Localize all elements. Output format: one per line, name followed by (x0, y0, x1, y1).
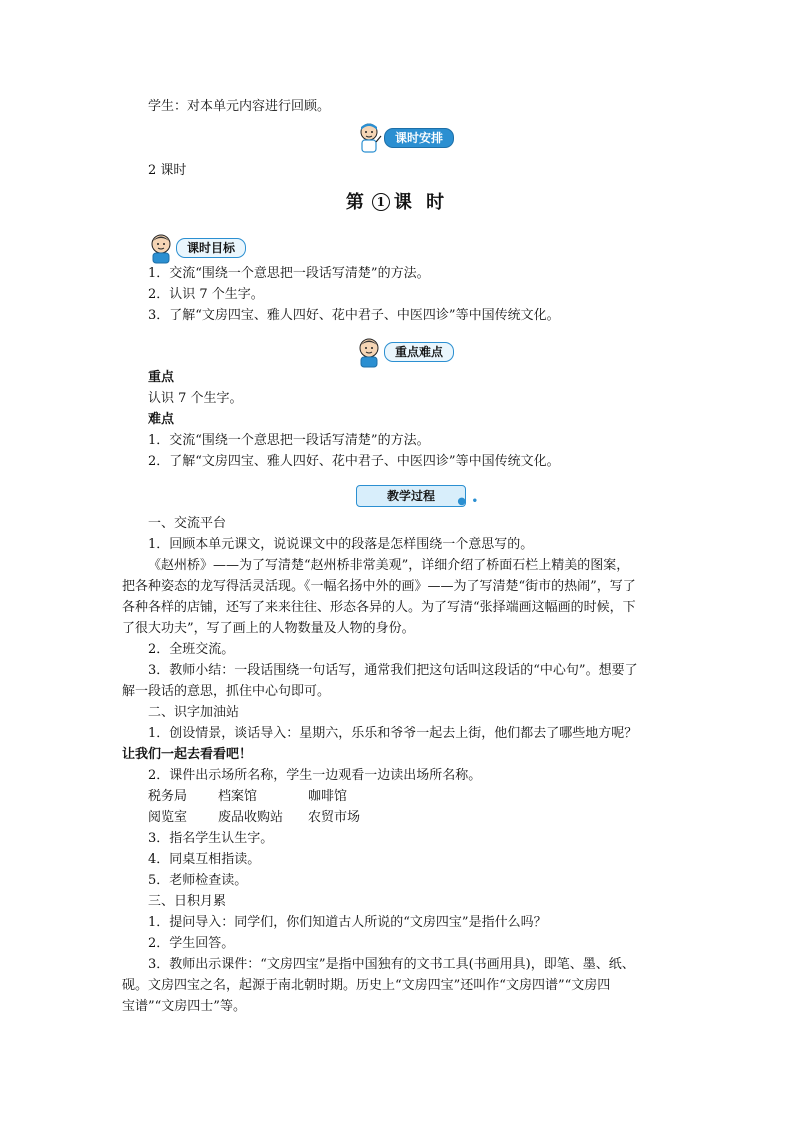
section-title: 二、识字加油站 (148, 705, 240, 720)
place-name: 农贸市场 (308, 810, 361, 825)
key-heading: 重点 (148, 370, 175, 385)
difficulty-item: 1．交流“围绕一个意思把一段话写清楚”的方法。 (148, 433, 430, 448)
paragraph: 3．教师小结：一段话围绕一句话写，通常我们把这句话叫这段话的“中心句”。想要了 (148, 663, 638, 678)
paragraph: 把各种姿态的龙写得活灵活现。《一幅名扬中外的画》——为了写清楚“街市的热闹”，写了 (122, 579, 636, 594)
paragraph: 砚。文房四宝之名，起源于南北朝时期。历史上“文房四宝”还叫作“文房四谱”“文房四 (122, 978, 611, 993)
place-name: 咖啡馆 (308, 789, 348, 804)
lesson-title-prefix: 第 (345, 192, 368, 213)
cartoon-boy-icon (356, 336, 382, 368)
process-badge-label: 教学过程 (386, 489, 435, 503)
paragraph: 1．回顾本单元课文，说说课文中的段落是怎样围绕一个意思写的。 (148, 537, 534, 552)
goal-item: 1．交流“围绕一个意思把一段话写清楚”的方法。 (148, 266, 430, 281)
paragraph: 2．全班交流。 (148, 642, 235, 657)
process-badge (356, 485, 479, 507)
place-name: 阅览室 (148, 810, 188, 825)
paragraph: 1．提问导入：同学们，你们知道古人所说的“文房四宝”是指什么吗？ (148, 915, 547, 930)
place-name: 税务局 (148, 789, 188, 804)
goals-badge (148, 232, 246, 264)
paragraph: 《赵州桥》——为了写清楚“赵州桥非常美观”，详细介绍了桥面石栏上精美的图案， (148, 558, 630, 573)
cartoon-boy-icon (356, 122, 382, 154)
difficulty-heading: 难点 (148, 412, 175, 427)
key-points-badge (356, 336, 454, 368)
key-text: 认识 7 个生字。 (148, 391, 243, 406)
lesson-title (0, 188, 794, 214)
paragraph: 2．学生回答。 (148, 936, 235, 951)
paragraph: 4．同桌互相指读。 (148, 852, 261, 867)
place-name: 档案馆 (218, 789, 258, 804)
goal-item: 2．认识 7 个生字。 (148, 287, 264, 302)
section-title: 三、日积月累 (148, 894, 227, 909)
goals-badge-label: 课时目标 (176, 238, 246, 258)
paragraph: 3．指名学生认生字。 (148, 831, 274, 846)
difficulty-item: 2．了解“文房四宝、雅人四好、花中君子、中医四诊”等中国传统文化。 (148, 454, 560, 469)
decorative-dots-icon: ● • (457, 496, 479, 507)
schedule-text: 2 课时 (148, 163, 187, 178)
paragraph: 1．创设情景，谈话导入：星期六，乐乐和爷爷一起去上街，他们都去了哪些地方呢？ (148, 726, 638, 741)
paragraph: 各种各样的店铺，还写了来来往往、形态各异的人。为了写清“张择端画这幅画的时候，下 (122, 600, 636, 615)
cartoon-boy-icon (148, 232, 174, 264)
paragraph: 5．老师检查读。 (148, 873, 248, 888)
paragraph: 2．课件出示场所名称，学生一边观看一边读出场所名称。 (148, 768, 482, 783)
schedule-badge-label: 课时安排 (384, 128, 454, 148)
paragraph: 解一段话的意思，抓住中心句即可。 (122, 684, 331, 699)
paragraph: 3．教师出示课件：“文房四宝”是指中国独有的文书工具(书画用具)，即笔、墨、纸、 (148, 957, 635, 972)
paragraph: 宝谱”“文房四士”等。 (122, 999, 246, 1014)
paragraph: 让我们一起去看看吧！ (122, 747, 253, 762)
goal-item: 3．了解“文房四宝、雅人四好、花中君子、中医四诊”等中国传统文化。 (148, 308, 560, 323)
lesson-number: 1 (372, 193, 390, 211)
intro-line: 学生：对本单元内容进行回顾。 (148, 99, 331, 114)
schedule-badge (356, 122, 454, 154)
lesson-title-suffix: 课 时 (393, 192, 449, 213)
paragraph: 了很大功夫”，写了画上的人物数量及人物的身份。 (122, 621, 415, 636)
place-name: 废品收购站 (218, 810, 284, 825)
section-title: 一、交流平台 (148, 516, 227, 531)
key-points-badge-label: 重点难点 (384, 342, 454, 362)
